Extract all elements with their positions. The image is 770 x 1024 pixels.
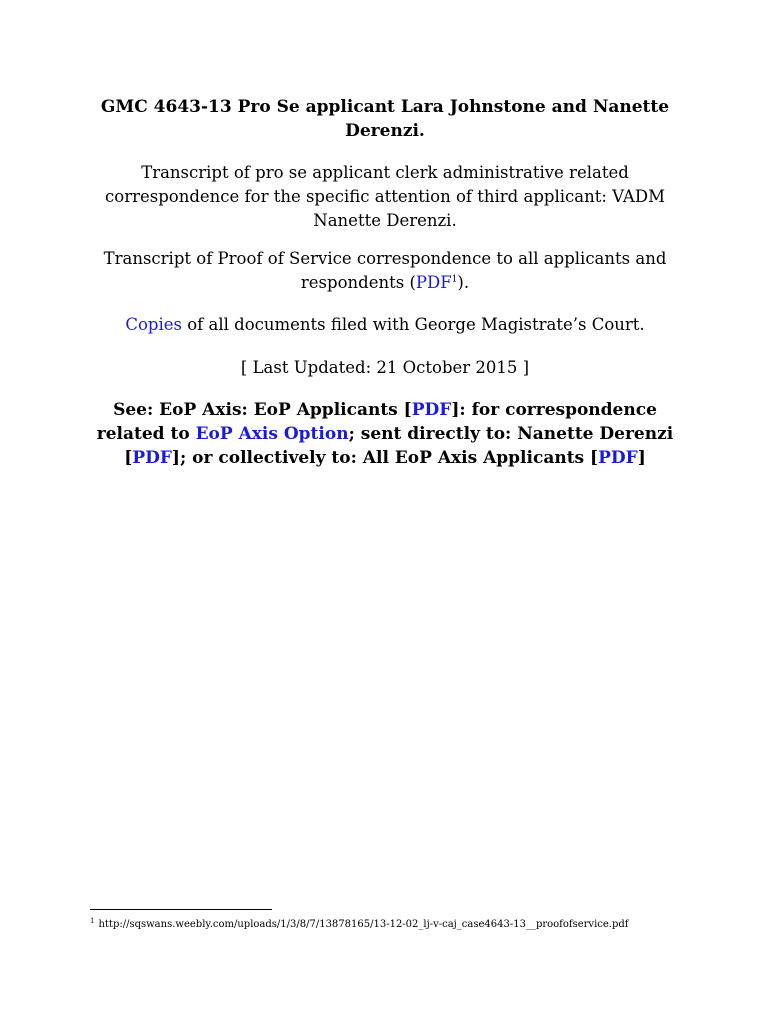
document-title [90,95,680,143]
text-run: ]: for correspondence [451,400,657,420]
text-run: ]; or collectively to: All EoP Axis Applicants [ [171,448,599,468]
text-run: of all documents filed with George Magistrate’s Court. [181,315,645,334]
proof-of-service-pdf-link[interactable]: PDF [415,273,452,292]
footnote-number: 1 [90,916,95,925]
all-applicants-pdf-link[interactable]: PDF [598,448,638,468]
paragraph-line: Nanette Derenzi. [313,211,457,230]
see-line-1 [90,398,680,422]
text-run: respondents ( [300,273,416,292]
text-run: [ [124,448,133,468]
paragraph-proof-of-service [90,247,680,295]
copies-link[interactable]: Copies [125,315,182,334]
text-run: ; sent directly to: Nanette Derenzi [348,424,674,444]
last-updated: [ Last Updated: 21 October 2015 ] [240,358,530,377]
eop-applicants-pdf-link[interactable]: PDF [411,400,452,420]
see-line-2 [90,422,680,446]
footnote [90,918,690,932]
footnote-separator [90,909,272,910]
title-line-2: Derenzi. [345,121,425,141]
footnote-reference: 1 [451,274,458,285]
text-run: ] [637,448,646,468]
paragraph-line: correspondence for the specific attention of third applicant: VADM [105,187,665,206]
see-line-3 [90,446,680,470]
paragraph-clerk-transcript [90,161,680,233]
footnote-url: http://sqswans.weebly.com/uploads/1/3/8/7/13878165/13-12-02_lj-v-caj_case4643-13__proofofservice.pdf [98,919,629,930]
nanette-derenzi-pdf-link[interactable]: PDF [132,448,172,468]
text-run: related to [96,424,196,444]
paragraph-line [90,271,680,295]
see-also-section [90,398,680,470]
text-run: ). [457,273,470,292]
paragraph-copies [90,313,680,337]
title-line-1: GMC 4643-13 Pro Se applicant Lara Johnstone and Nanette [100,97,670,117]
paragraph-line: Transcript of pro se applicant clerk administrative related [141,163,629,182]
paragraph-line: Transcript of Proof of Service correspondence to all applicants and [103,249,667,268]
eop-axis-option-link[interactable]: EoP Axis Option [195,424,349,444]
text-run: See: EoP Axis: EoP Applicants [ [113,400,412,420]
